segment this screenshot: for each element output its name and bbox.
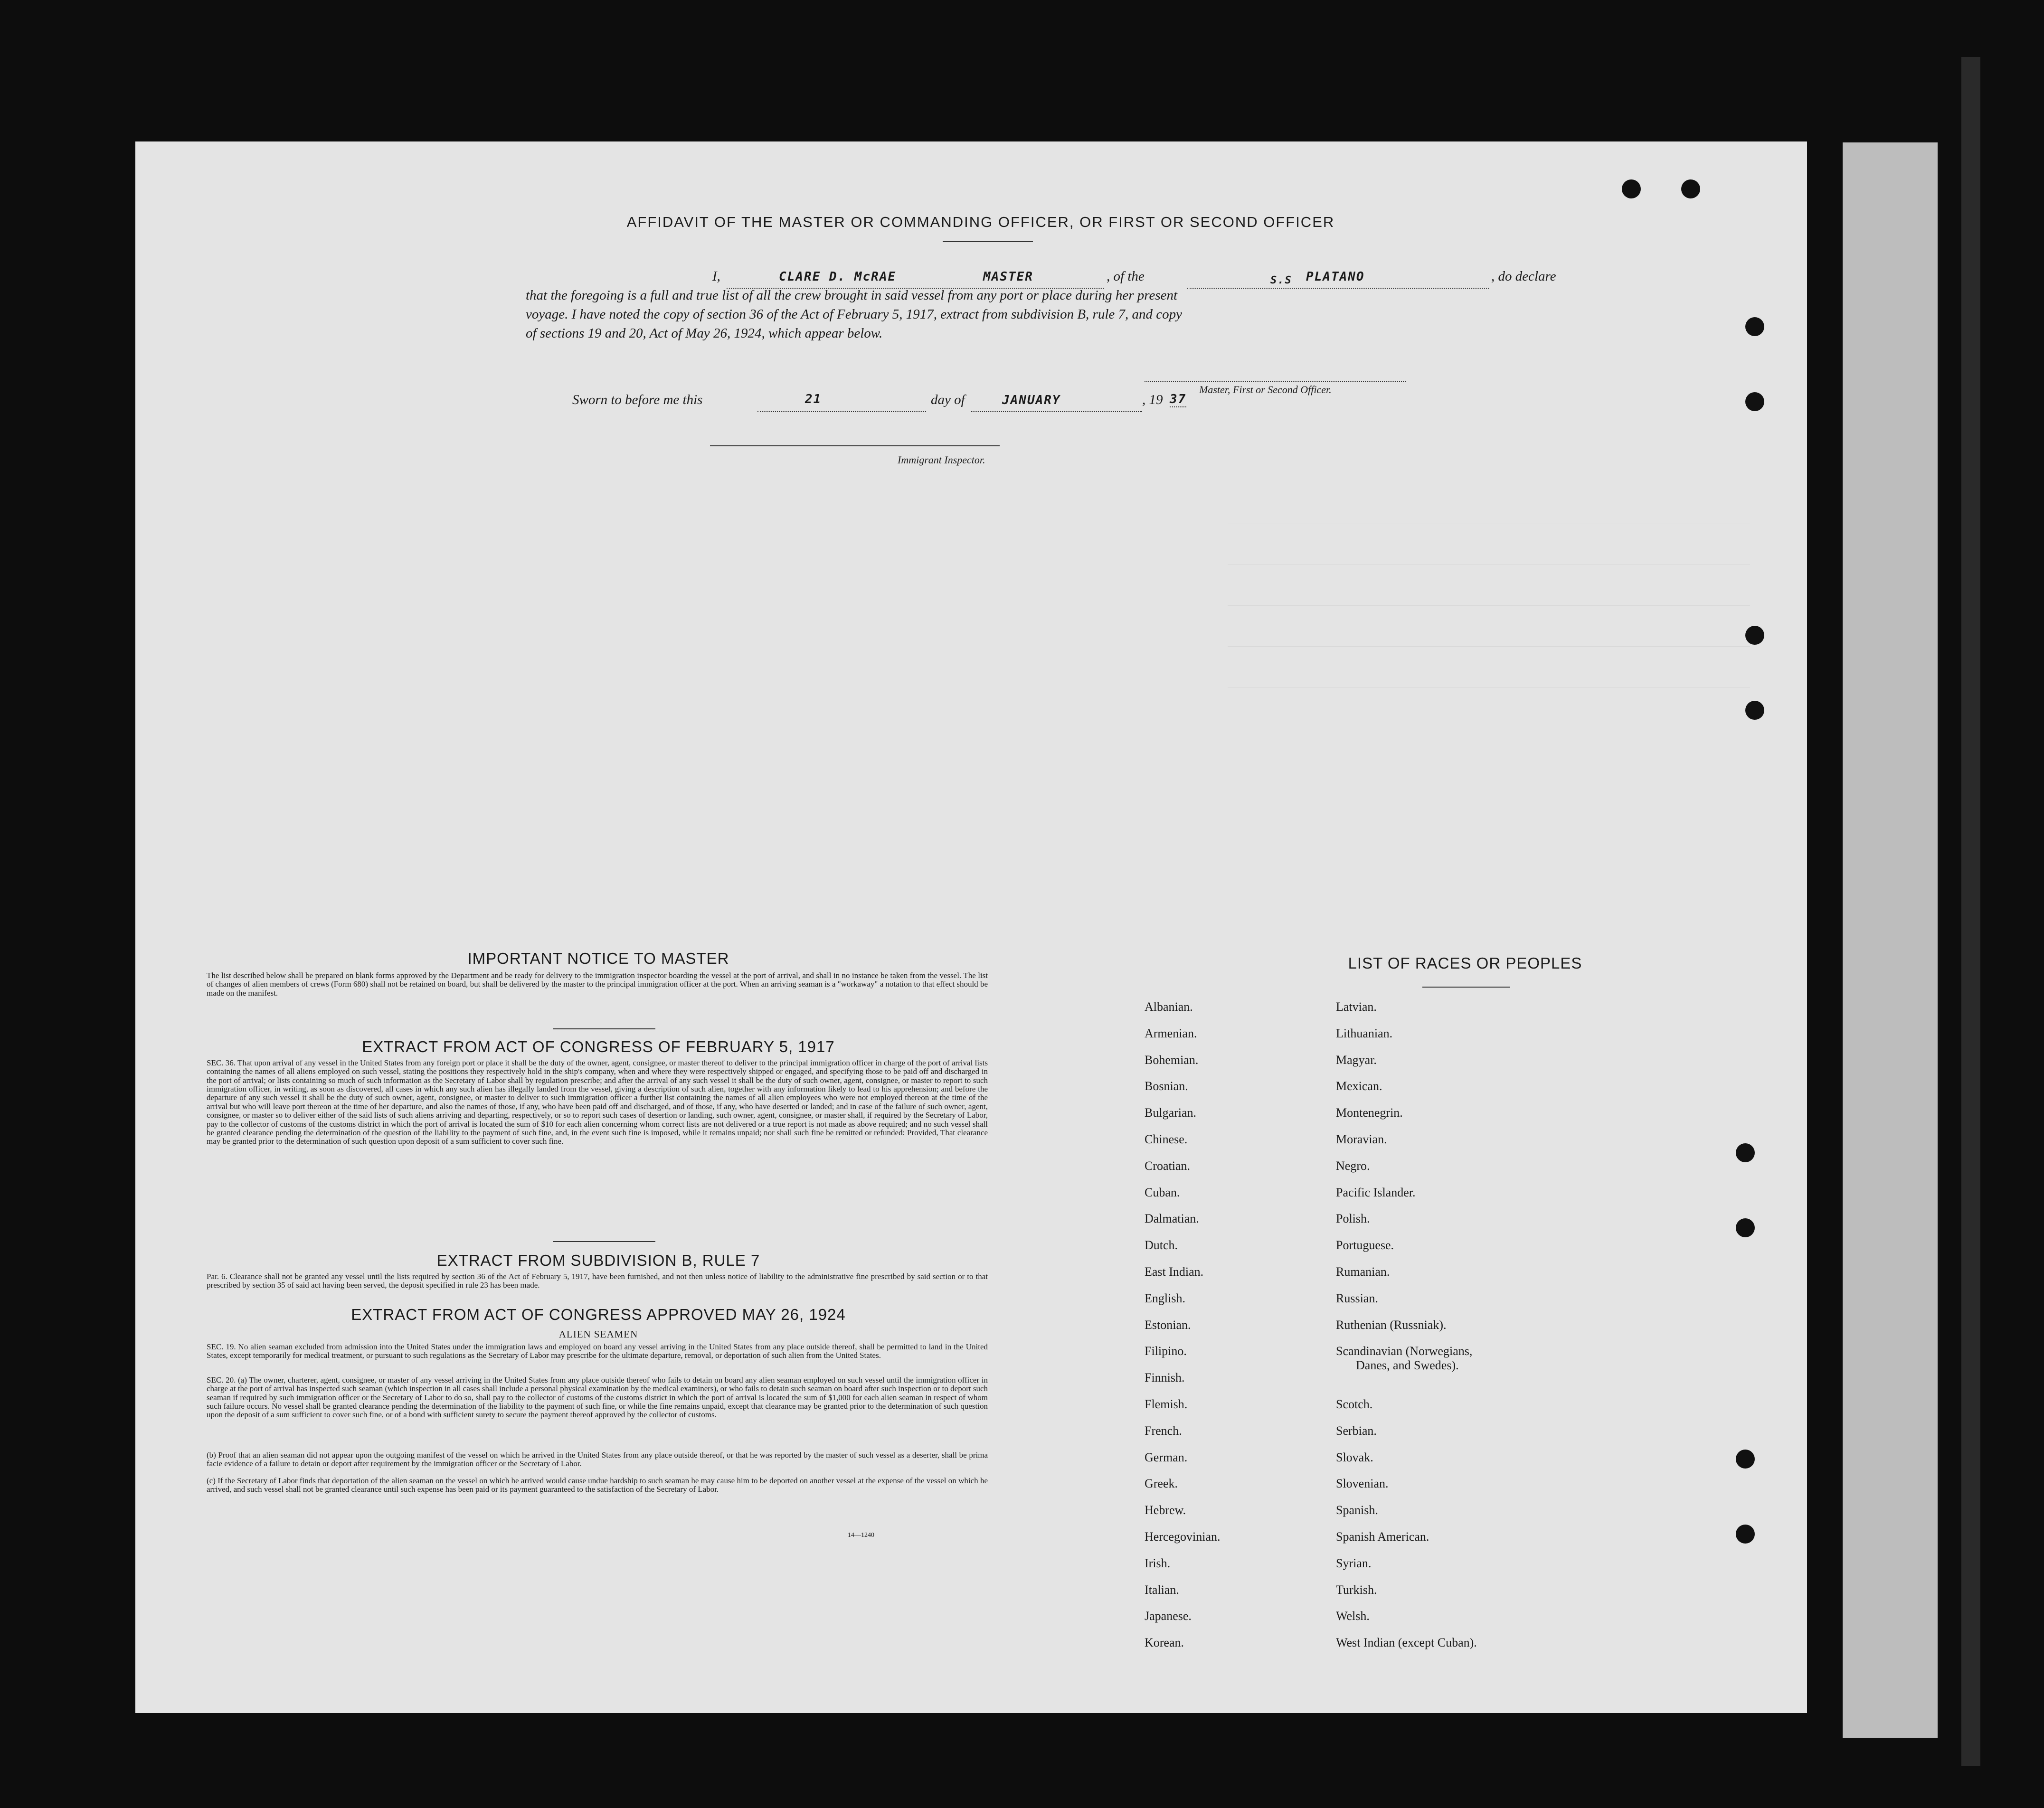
race-item-scandinavian — [1336, 1345, 1550, 1398]
race-item: Hebrew. — [1145, 1503, 1186, 1517]
race-item: Slovenian. — [1336, 1477, 1389, 1491]
affidavit-line-3: voyage. I have noted the copy of section 36 of the Act of February 5, 1917, extract from subdivision B, rule 7, and copy — [526, 307, 1183, 322]
race-item: Finnish. — [1145, 1371, 1185, 1385]
race-item: Ruthenian (Russniak). — [1336, 1318, 1447, 1332]
punch-hole-right-1 — [1745, 317, 1764, 336]
extract-1924-title: EXTRACT FROM ACT OF CONGRESS APPROVED MAY 26, 1924 — [351, 1306, 846, 1323]
race-item: French. — [1145, 1423, 1182, 1438]
of-the-text: , of the — [1107, 269, 1145, 284]
alien-seamen-subtitle: ALIEN SEAMEN — [558, 1328, 638, 1340]
master-signature-line — [1145, 381, 1406, 382]
scan-edge — [1961, 57, 1980, 1766]
race-item: Scandinavian (Norwegians, — [1336, 1344, 1473, 1358]
race-item: Spanish. — [1336, 1503, 1378, 1517]
vessel-prefix: S.S — [1270, 274, 1292, 286]
document-page — [135, 141, 1807, 1713]
races-divider — [1422, 987, 1510, 988]
race-item: Pacific Islander. — [1336, 1185, 1416, 1199]
declarant-prefix: I, — [712, 269, 720, 284]
extract-1924-sec19: SEC. 19. No alien seaman excluded from admission into the United States under the immigration laws and employed on board any vessel arriving in the United States from any place outside thereof, shall be permitted to land in the United States, except temporarily for medical treatment, or pursuant to such regulations as the Secretary of Labor may prescribe for the ultimate departure, removal, or deportation of such alien from the United States. — [207, 1342, 988, 1360]
race-item: Spanish American. — [1336, 1529, 1429, 1544]
race-item: Moravian. — [1336, 1132, 1387, 1146]
race-item: Dutch. — [1145, 1238, 1178, 1252]
race-item: Portuguese. — [1336, 1238, 1394, 1252]
race-item: Latvian. — [1336, 1000, 1377, 1014]
day-value: 21 — [805, 392, 822, 406]
affidavit-line-2: that the foregoing is a full and true list of all the crew brought in said vessel from any port or place during her present — [526, 288, 1178, 303]
race-item: Scotch. — [1336, 1397, 1373, 1411]
race-item: Armenian. — [1145, 1026, 1197, 1040]
punch-hole-right-5 — [1736, 1143, 1755, 1162]
affidavit-title: AFFIDAVIT OF THE MASTER OR COMMANDING OFFICER, OR FIRST OR SECOND OFFICER — [626, 214, 1335, 230]
race-item: Slovak. — [1336, 1450, 1373, 1464]
race-item: Italian. — [1145, 1582, 1179, 1597]
race-item: Rumanian. — [1336, 1264, 1390, 1279]
race-item: Cuban. — [1145, 1185, 1180, 1199]
race-item: Bosnian. — [1145, 1079, 1188, 1093]
race-item: Croatian. — [1145, 1158, 1191, 1173]
master-rank: MASTER — [983, 270, 1033, 284]
race-item: Korean. — [1145, 1636, 1184, 1650]
races-title: LIST OF RACES OR PEOPLES — [1348, 954, 1582, 972]
race-item-continued: Danes, and Swedes). — [1356, 1358, 1459, 1373]
extract-1917-text: SEC. 36. That upon arrival of any vessel in the United States from any foreign port or place it shall be the duty of the owner, agent, consignee, or master thereof to deliver to the principal immigration officer in charge of the port of arrival lists containing the names of all aliens employed on such vessel, stating the positions they respectively hold in the ship's company, when and where they were respectively shipped or engaged, and specifying those to be paid off and discharged in the port of arrival; or lists containing so much of such information as the Secretary of Labor shall by regulation prescribe; and after the arrival of any such vessel it shall be the duty of such owner, agent, consignee, or master to report to such immigration officer, in writing, as soon as discovered, all cases in which any such alien has illegally landed from the vessel, giving a description of such alien, together with any information likely to lead to his apprehension; and before the departure of any such vessel it shall be the duty of such owner, agent, consignee, or master to deliver to such immigration officer a further list containing the names of all alien employees who were not employed thereon at the time of the arrival but who will leave port thereon at the time of her departure, and also the names of those, if any, who have been paid off and discharged, and of those, if any, who have deserted or landed; and in case of the failure of such owner, agent, consignee, or master so to deliver either of the said lists of such aliens arriving and departing, respectively, or so to report such cases of desertion or landing, such owner, agent, consignee, or master shall, if required by the Secretary of Labor, pay to the collector of customs of the customs district in which the port of arrival is located the sum of $10 for each alien concerning whom correct lists are not delivered or a true report is not made as above required; and no such vessel shall be granted clearance pending the determination of the question of the liability to the payment of such fine, and, in the event such fine is imposed, while it remains unpaid; nor shall such fine be remitted or refunded: Provided, That clearance may be granted prior to the determination of such question upon deposit of a sum sufficient to cover such fine. — [207, 1058, 988, 1146]
race-item: Russian. — [1336, 1291, 1378, 1305]
race-item: Flemish. — [1145, 1397, 1188, 1411]
month-value: JANUARY — [1002, 393, 1061, 407]
race-item: Estonian. — [1145, 1318, 1191, 1332]
race-item: Serbian. — [1336, 1423, 1377, 1438]
extract-rule7-title: EXTRACT FROM SUBDIVISION B, RULE 7 — [436, 1252, 760, 1269]
extract-1917-title: EXTRACT FROM ACT OF CONGRESS OF FEBRUARY 5, 1917 — [362, 1038, 835, 1055]
punch-hole-right-8 — [1736, 1525, 1755, 1544]
affidavit-line-1 — [575, 269, 1591, 288]
race-item: Magyar. — [1336, 1053, 1377, 1067]
master-name: CLARE D. McRAE — [779, 270, 897, 284]
race-item: Negro. — [1336, 1158, 1370, 1173]
affidavit-line-4: of sections 19 and 20, Act of May 26, 1924, which appear below. — [526, 326, 883, 341]
inspector-signature-line — [710, 445, 1000, 446]
race-item: West Indian (except Cuban). — [1336, 1636, 1477, 1650]
race-item: Japanese. — [1145, 1609, 1192, 1623]
race-item: Lithuanian. — [1336, 1026, 1393, 1040]
vessel-name: PLATANO — [1306, 270, 1365, 284]
form-number: 14—1240 — [848, 1532, 874, 1539]
year-prefix: , 19 — [1142, 392, 1163, 407]
punch-hole-top-2 — [1681, 179, 1700, 198]
extract-1924-sec20a: SEC. 20. (a) The owner, charterer, agent, consignee, or master of any vessel arriving in the United States from any place outside thereof who fails to detain on board any alien seaman employed on such vessel until the immigration officer in charge at the port of arrival has inspected such seaman (which inspection in all cases shall include a personal physical examination by the medical examiners), or who fails to detain such seaman on board after such inspection or to deport such seaman if required by such immigration officer or the Secretary of Labor to do so, shall pay to the collector of customs of the customs district in which the port of arrival is located the sum of $1,000 for each alien seaman in respect of whom such failure occurs. No vessel shall be granted clearance pending the determination of the liability to the payment of such fine, or while the fine remains unpaid, except that clearance may be granted prior to the determination of such question upon the deposit of a sum sufficient to cover such fine, or of a bond with sufficient surety to secure the payment thereof approved by the collector of customs. — [207, 1375, 988, 1420]
race-item: Hercegovinian. — [1145, 1529, 1221, 1544]
notice-title: IMPORTANT NOTICE TO MASTER — [467, 950, 729, 967]
race-item: East Indian. — [1145, 1264, 1204, 1279]
extract-1924-sec20b: (b) Proof that an alien seaman did not appear upon the outgoing manifest of the vessel on which he arrived in the United States from any place outside thereof, or that he was reported by the master of such vessel as a deserter, shall be prima facie evidence of a failure to detain or deport after requirement by the immigration officer or the Secretary of Labor. — [207, 1450, 988, 1469]
race-item: Welsh. — [1336, 1609, 1370, 1623]
race-item: Filipino. — [1145, 1344, 1187, 1358]
races-left-column — [1145, 1001, 1287, 1663]
inspector-signature-label: Immigrant Inspector. — [898, 454, 985, 466]
race-item: Bulgarian. — [1145, 1106, 1197, 1120]
races-right-column — [1336, 1001, 1550, 1663]
day-of-text: day of — [931, 392, 965, 407]
race-item: Polish. — [1336, 1212, 1370, 1226]
notice-text: The list described below shall be prepared on blank forms approved by the Department and be ready for delivery to the immigration inspector boarding the vessel at the port of arrival, and shall in no instance be taken from the vessel. The list of changes of alien members of crews (Form 680) shall not be retained on board, but shall be delivered by the master to the principal immigration officer at the port. When an arriving seaman is a "workaway" a notation to that effect should be made on the manifest. — [207, 971, 988, 998]
race-item: Montenegrin. — [1336, 1106, 1403, 1120]
race-item: Albanian. — [1145, 1000, 1193, 1014]
do-declare-text: , do declare — [1491, 269, 1556, 284]
year-value: 37 — [1170, 392, 1187, 406]
race-item: German. — [1145, 1450, 1188, 1464]
master-signature-label: Master, First or Second Officer. — [1199, 384, 1332, 396]
backing-sheet — [1843, 142, 1938, 1738]
race-item: Syrian. — [1336, 1556, 1372, 1570]
race-item: Chinese. — [1145, 1132, 1188, 1146]
punch-hole-right-6 — [1736, 1218, 1755, 1237]
race-item: Greek. — [1145, 1477, 1178, 1491]
divider-1 — [553, 1028, 655, 1029]
sworn-line — [572, 392, 1285, 411]
race-item: Mexican. — [1336, 1079, 1382, 1093]
extract-rule7-text: Par. 6. Clearance shall not be granted any vessel until the lists required by section 36 of the Act of February 5, 1917, have been furnished, and not then unless notice of liability to the administrative fine prescribed by said section or to that prescribed by section 35 of said act having been served, the deposit specified in rule 23 has been made. — [207, 1272, 988, 1290]
title-rule — [943, 241, 1033, 242]
extract-1924-sec20c: (c) If the Secretary of Labor finds that deportation of the alien seaman on the vessel on which he arrived would cause undue hardship to such seaman he may cause him to be deported on another vessel at the expense of the vessel on which he arrived, and such vessel shall not be granted clearance until such expense has been paid or its payment guaranteed to the satisfaction of the Secretary of Labor. — [207, 1476, 988, 1494]
race-item: Bohemian. — [1145, 1053, 1199, 1067]
race-item: Irish. — [1145, 1556, 1171, 1570]
race-item: Turkish. — [1336, 1582, 1377, 1597]
day-field — [757, 395, 926, 412]
race-item: Dalmatian. — [1145, 1212, 1199, 1226]
punch-hole-top-1 — [1622, 179, 1641, 198]
punch-hole-right-2 — [1745, 392, 1764, 411]
divider-2 — [553, 1241, 655, 1242]
punch-hole-right-7 — [1736, 1450, 1755, 1469]
race-item: English. — [1145, 1291, 1185, 1305]
sworn-prefix: Sworn to before me this — [572, 392, 703, 407]
